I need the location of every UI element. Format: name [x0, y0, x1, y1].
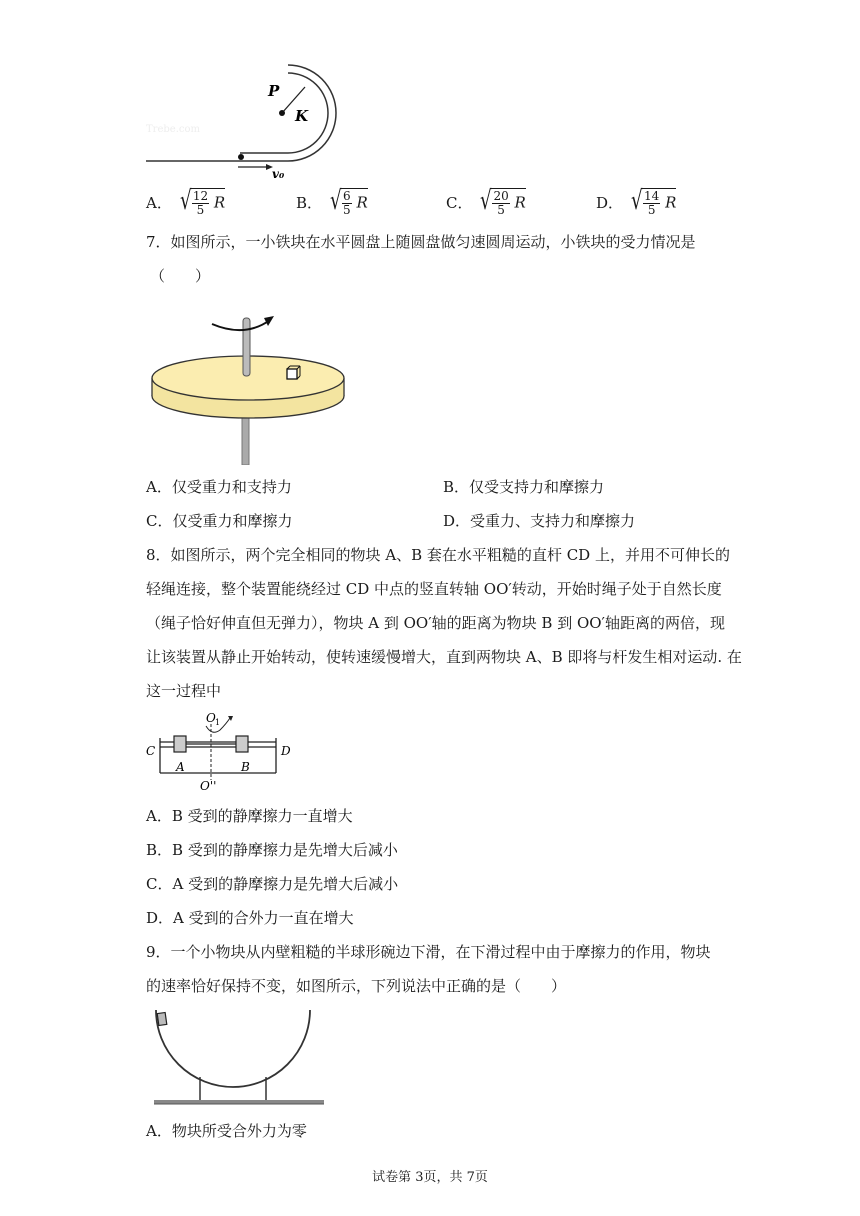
track-figure	[140, 60, 340, 180]
watermark: Trebe.com	[146, 124, 200, 135]
label-p: P	[268, 82, 280, 100]
iron-block	[287, 369, 297, 379]
small-block	[157, 1013, 167, 1026]
q8-stem-line3: （绳子恰好伸直但无弹力），物块 A 到 OO′轴的距离为物块 B 到 OO′轴距离的两倍，现	[146, 614, 725, 632]
label-o1-sub: 1	[215, 718, 221, 727]
q8-option-d[interactable]: D．A 受到的合外力一直在增大	[146, 909, 354, 927]
center-point	[279, 110, 285, 116]
q6-option-a[interactable]: A． √ $\frac{12}{5}$ R	[146, 186, 226, 217]
rotation-arrow	[212, 320, 270, 330]
bowl-figure	[148, 1005, 333, 1113]
label-b: B	[241, 760, 250, 774]
label-d: D	[281, 744, 291, 758]
q7-option-a[interactable]: A．仅受重力和支持力	[146, 478, 292, 496]
q7-answer-paren: （ ）	[150, 267, 211, 285]
q6-option-b[interactable]: B． √ $\frac{6}{5}$ R	[296, 186, 368, 217]
rod-figure	[142, 710, 302, 795]
q8-stem-line1: 8．如图所示，两个完全相同的物块 A、B 套在水平粗糙的直杆 CD 上，并用不可伸长的	[146, 546, 730, 564]
q6-option-d[interactable]: D． √ $\frac{14}{5}$ R	[596, 186, 677, 217]
block-a	[174, 736, 186, 752]
label-v0: v₀	[272, 167, 285, 180]
q8-stem-line4: 让该装置从静止开始转动，使转速缓慢增大，直到两物块 A、B 即将与杆发生相对运动. 在	[146, 648, 742, 666]
q7-stem: 7．如图所示，一小铁块在水平圆盘上随圆盘做匀速圆周运动，小铁块的受力情况是	[146, 233, 696, 251]
q8-stem-line2: 轻绳连接，整个装置能绕经过 CD 中点的竖直转轴 OO′转动，开始时绳子处于自然长度	[146, 580, 722, 598]
page-footer: 试卷第 3页，共 7页	[372, 1170, 488, 1185]
bowl	[156, 1010, 310, 1087]
q8-stem-line5: 这一过程中	[146, 682, 222, 700]
q9-stem-line2: 的速率恰好保持不变，如图所示，下列说法中正确的是（ ）	[146, 977, 567, 995]
q9-stem-line1: 9．一个小物块从内壁粗糙的半球形碗边下滑，在下滑过程中由于摩擦力的作用，物块	[146, 943, 711, 961]
label-k: K	[295, 107, 309, 125]
q8-option-a[interactable]: A．B 受到的静摩擦力一直增大	[146, 807, 353, 825]
label-o2: O''	[200, 779, 217, 793]
ball	[238, 154, 244, 160]
q7-option-d[interactable]: D．受重力、支持力和摩擦力	[443, 512, 636, 530]
label-c: C	[146, 744, 156, 758]
q8-option-b[interactable]: B．B 受到的静摩擦力是先增大后减小	[146, 841, 398, 859]
ground	[154, 1100, 324, 1104]
q9-option-a[interactable]: A．物块所受合外力为零	[146, 1122, 307, 1140]
label-a: A	[176, 760, 185, 774]
q6-option-c[interactable]: C． √ $\frac{20}{5}$ R	[446, 186, 526, 217]
label-o1: O	[206, 711, 216, 725]
q7-option-b[interactable]: B．仅受支持力和摩擦力	[443, 478, 605, 496]
shaft-upper	[243, 318, 250, 376]
q8-option-c[interactable]: C．A 受到的静摩擦力是先增大后减小	[146, 875, 399, 893]
disk-figure	[150, 310, 360, 465]
block-b	[236, 736, 248, 752]
q7-option-c[interactable]: C．仅受重力和摩擦力	[146, 512, 293, 530]
